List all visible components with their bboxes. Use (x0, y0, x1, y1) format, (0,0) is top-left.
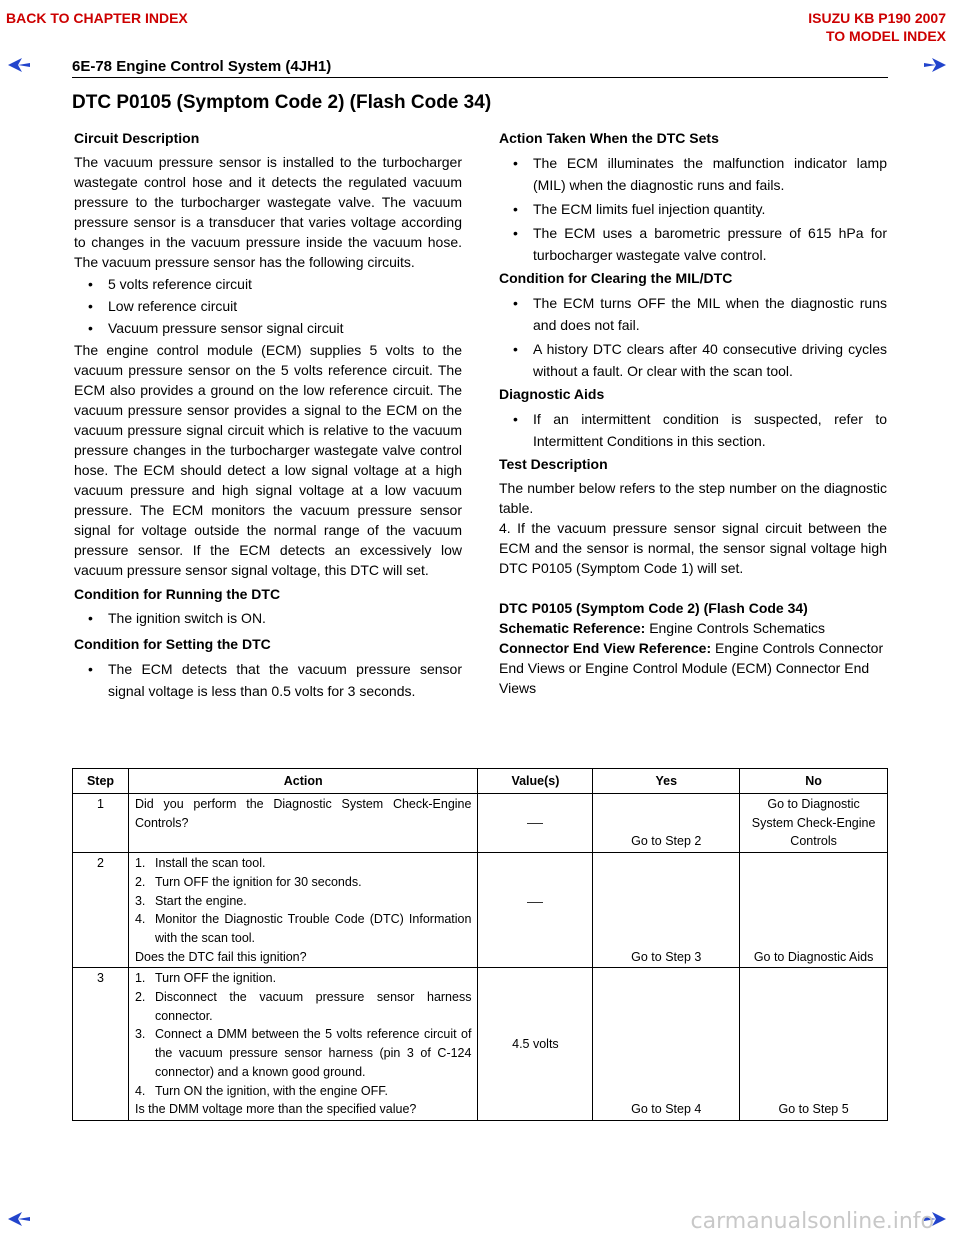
table-header-row (73, 769, 888, 794)
step-no: Go to Step 5 (740, 968, 888, 1121)
setting-heading: Condition for Setting the DTC (74, 636, 271, 652)
refs-dtc-title: DTC P0105 (Symptom Code 2) (Flash Code 34) (499, 600, 808, 616)
circuit-description-text: The vacuum pressure sensor is installed to the turbocharger wastegate control hose and it detects the regulated vacuum pressure to the turbocharger wastegate valve. The vacuum pressure sensor is a transducer that varies voltage according to changes in the vacuum pressure inside the vacuum hose. The vacuum pressure sensor has the following circuits. (74, 154, 462, 270)
step-no: Go to Diagnostic Aids (740, 853, 888, 968)
action-heading: Action Taken When the DTC Sets (499, 130, 719, 146)
step-action: 1. Install the scan tool. 2. Turn OFF the ignition for 30 seconds. 3. Start the engine. 4. Monitor the Diagnostic Trouble Code (DTC) Information with the scan tool. Does the DTC fail this ignition? (128, 853, 478, 968)
next-page-arrow-icon[interactable] (924, 58, 946, 72)
col-header-step: Step (73, 769, 129, 794)
test-description-heading: Test Description (499, 456, 608, 472)
right-column (499, 128, 887, 698)
step-number: 1 (73, 794, 129, 853)
header-rule (72, 77, 888, 78)
col-header-yes: Yes (593, 769, 740, 794)
step-action: 1. Turn OFF the ignition. 2. Disconnect the vacuum pressure sensor harness connector. 3. Connect a DMM between the 5 volts reference circuit of the vacuum pressure sensor harness (pin 3 of C-124 connector) and a known good ground. 4. Turn ON the ignition, with the engine OFF. Is the DMM voltage more than the specified value? (128, 968, 478, 1121)
list-item: • The ECM detects that the vacuum pressure sensor signal voltage is less than 0.5 volts for 3 seconds. (88, 661, 462, 699)
list-item: • Low reference circuit (88, 298, 238, 314)
schematic-reference: Schematic Reference: Engine Controls Schematics (499, 620, 826, 636)
step-action: Did you perform the Diagnostic System Check-Engine Controls? (128, 794, 478, 853)
col-header-no: No (740, 769, 888, 794)
list-item: • A history DTC clears after 40 consecutive driving cycles without a fault. Or clear with the scan tool. (513, 341, 887, 379)
list-item: • Vacuum pressure sensor signal circuit (88, 320, 344, 336)
list-item: • The ECM turns OFF the MIL when the diagnostic runs and does not fail. (513, 295, 887, 333)
diagnostic-table (72, 768, 888, 1121)
table-row (73, 853, 888, 968)
circuit-description-heading: Circuit Description (74, 130, 200, 146)
list-item: • 5 volts reference circuit (88, 276, 252, 292)
back-to-chapter-link[interactable]: BACK TO CHAPTER INDEX (6, 10, 188, 26)
dash-icon (527, 823, 543, 824)
running-heading: Condition for Running the DTC (74, 586, 281, 602)
test-description-text: The number below refers to the step number on the diagnostic table. (499, 480, 887, 516)
prev-page-arrow-icon[interactable] (8, 58, 30, 72)
to-model-link[interactable]: TO MODEL INDEX (825, 28, 946, 44)
circuit-list (74, 274, 462, 338)
step-value: 4.5 volts (478, 968, 593, 1121)
list-item: • The ECM uses a barometric pressure of 615 hPa for turbocharger wastegate valve control. (513, 225, 887, 263)
step-no: Go to Diagnostic System Check-Engine Controls (740, 794, 888, 853)
step-yes: Go to Step 3 (593, 853, 740, 968)
list-item: • The ignition switch is ON. (88, 610, 266, 626)
step-yes: Go to Step 4 (593, 968, 740, 1121)
step-value (478, 853, 593, 968)
step-value (478, 794, 593, 853)
col-header-action: Action (128, 769, 478, 794)
connector-reference: Connector End View Reference: Engine Controls Connector End Views or Engine Control Module (ECM) Connector End Views (499, 640, 884, 696)
table-row (73, 968, 888, 1121)
dash-icon (527, 902, 543, 903)
step-yes: Go to Step 2 (593, 794, 740, 853)
prev-page-arrow-icon[interactable] (8, 1212, 30, 1226)
circuit-operation-text: The engine control module (ECM) supplies 5 volts to the vacuum pressure sensor on the 5 volts reference circuit. The ECM also provides a ground on the low reference circuit. The vacuum pressure sensor provides a signal to the ECM on the vacuum pressure signal circuit which is relative to the vacuum pressure changes in the turbocharger wastegate valve control hose. The ECM should detect a low signal voltage at a high vacuum pressure and high signal voltage at a low vacuum pressure. The ECM monitors the vacuum pressure sensor signal for voltage outside the normal range of the vacuum pressure sensor. If the ECM detects an excessively low vacuum pressure sensor signal voltage, this DTC will set. (74, 342, 462, 578)
test-step-4-text: 4. If the vacuum pressure sensor signal circuit between the ECM and the sensor is normal, the sensor signal voltage high DTC P0105 (Symptom Code 1) will set. (499, 520, 887, 576)
dtc-title: DTC P0105 (Symptom Code 2) (Flash Code 34) (72, 92, 492, 113)
list-item: • If an intermittent condition is suspected, refer to Intermittent Conditions in this section. (513, 411, 887, 449)
table-row (73, 794, 888, 853)
list-item: • The ECM illuminates the malfunction indicator lamp (MIL) when the diagnostic runs and fails. (513, 155, 887, 193)
clearing-heading: Condition for Clearing the MIL/DTC (499, 270, 733, 286)
step-number: 2 (73, 853, 129, 968)
list-item: • The ECM limits fuel injection quantity. (513, 201, 766, 217)
model-title: ISUZU KB P190 2007 (808, 10, 946, 26)
left-column (74, 128, 462, 704)
col-header-values: Value(s) (478, 769, 593, 794)
watermark: carmanualsonline.info (690, 1209, 934, 1234)
diagnostic-aids-heading: Diagnostic Aids (499, 386, 605, 402)
step-number: 3 (73, 968, 129, 1121)
page-header-title: 6E-78 Engine Control System (4JH1) (72, 58, 332, 75)
